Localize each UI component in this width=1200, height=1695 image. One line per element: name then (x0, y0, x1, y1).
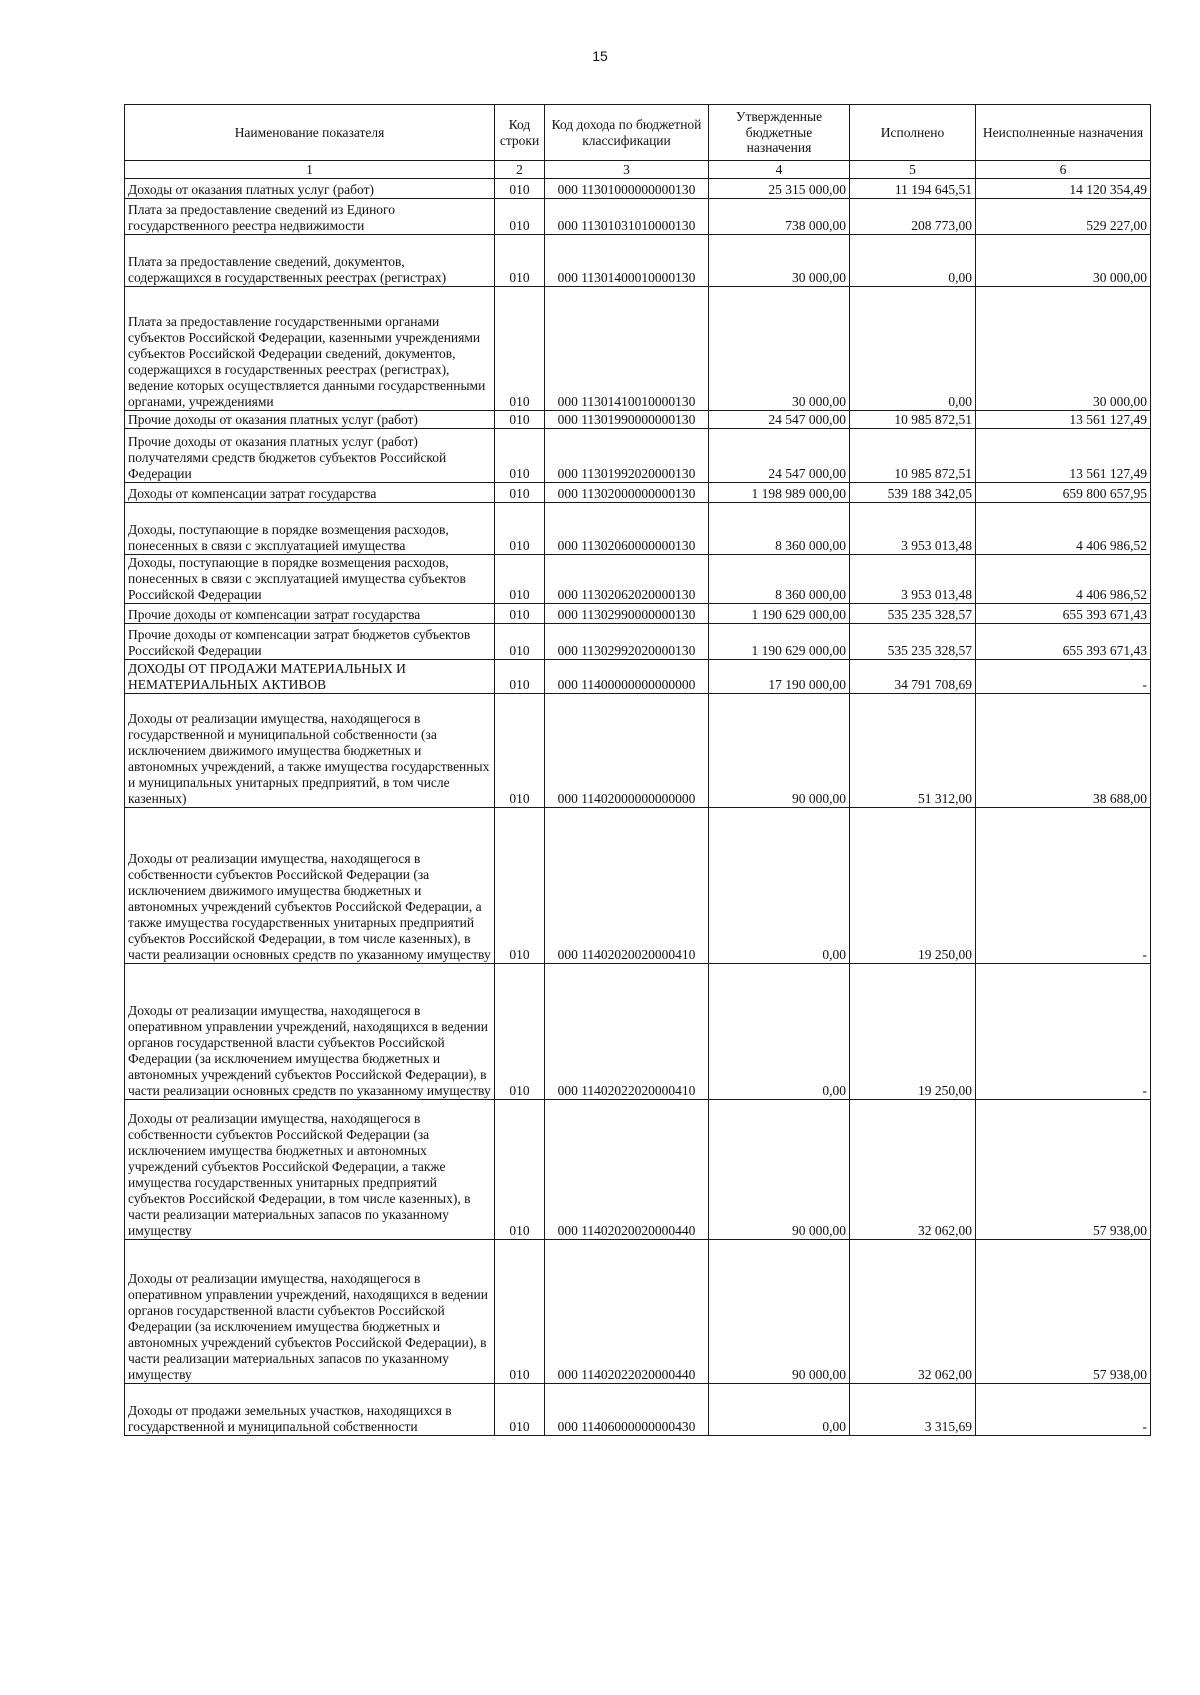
cell-name: Доходы от оказания платных услуг (работ) (125, 179, 495, 199)
cell-approved: 90 000,00 (709, 693, 850, 807)
cell-executed: 51 312,00 (850, 693, 976, 807)
cell-approved: 17 190 000,00 (709, 659, 850, 693)
cell-unexecuted: - (976, 659, 1151, 693)
cell-row-code: 010 (495, 807, 545, 963)
cell-unexecuted: 4 406 986,52 (976, 503, 1151, 555)
header-approved: Утвержденные бюджетные назначения (709, 105, 850, 161)
cell-unexecuted: 13 561 127,49 (976, 429, 1151, 483)
cell-executed: 10 985 872,51 (850, 411, 976, 429)
cell-name: Плата за предоставление сведений, документов, содержащихся в государственных реестрах (регистрах) (125, 235, 495, 287)
cell-name: ДОХОДЫ ОТ ПРОДАЖИ МАТЕРИАЛЬНЫХ И НЕМАТЕРИАЛЬНЫХ АКТИВОВ (125, 659, 495, 693)
cell-approved: 90 000,00 (709, 1239, 850, 1383)
table-row (125, 555, 1151, 604)
cell-name: Доходы от продажи земельных участков, находящихся в государственной и муниципальной собственности (125, 1383, 495, 1435)
cell-executed: 535 235 328,57 (850, 603, 976, 623)
cell-unexecuted: 13 561 127,49 (976, 411, 1151, 429)
column-number: 3 (545, 161, 709, 179)
cell-name: Доходы от реализации имущества, находящегося в оперативном управлении учреждений, находящихся в ведении органов государственной власти субъектов Российской Федерации (за исключением имущества бюджетных и автономных учреждений субъектов Российской Федерации), в части реализации материальных запасов по указанному имуществу (125, 1239, 495, 1383)
income-report-table (124, 104, 1151, 1436)
cell-executed: 3 953 013,48 (850, 503, 976, 555)
cell-approved: 8 360 000,00 (709, 555, 850, 604)
table-row (125, 179, 1151, 199)
cell-approved: 8 360 000,00 (709, 503, 850, 555)
cell-approved: 25 315 000,00 (709, 179, 850, 199)
cell-executed: 3 953 013,48 (850, 555, 976, 604)
table-row (125, 1383, 1151, 1435)
cell-name: Доходы от реализации имущества, находящегося в государственной и муниципальной собственности (за исключением движимого имущества бюджетных и автономных учреждений, а также имущества государственных и муниципальных унитарных предприятий, в том числе казенных) (125, 693, 495, 807)
cell-executed: 3 315,69 (850, 1383, 976, 1435)
cell-executed: 539 188 342,05 (850, 483, 976, 503)
cell-executed: 208 773,00 (850, 199, 976, 235)
cell-row-code: 010 (495, 603, 545, 623)
cell-income-code: 000 11301000000000130 (545, 179, 709, 199)
cell-income-code: 000 11402020020000410 (545, 807, 709, 963)
cell-approved: 1 198 989 000,00 (709, 483, 850, 503)
cell-unexecuted: 30 000,00 (976, 235, 1151, 287)
table-body (125, 179, 1151, 1436)
cell-income-code: 000 11302992020000130 (545, 623, 709, 659)
cell-row-code: 010 (495, 287, 545, 411)
cell-executed: 0,00 (850, 235, 976, 287)
table-row (125, 623, 1151, 659)
cell-executed: 19 250,00 (850, 807, 976, 963)
cell-approved: 1 190 629 000,00 (709, 603, 850, 623)
cell-income-code: 000 11302000000000130 (545, 483, 709, 503)
cell-unexecuted: 57 938,00 (976, 1099, 1151, 1239)
table-row (125, 483, 1151, 503)
cell-approved: 1 190 629 000,00 (709, 623, 850, 659)
cell-unexecuted: 57 938,00 (976, 1239, 1151, 1383)
cell-row-code: 010 (495, 199, 545, 235)
header-executed: Исполнено (850, 105, 976, 161)
cell-name: Плата за предоставление государственными органами субъектов Российской Федерации, казенными учреждениями субъектов Российской Федерации сведений, документов, содержащихся в государственных реестрах (регистрах), ведение которых осуществляется данными государственными органами, учреждениями (125, 287, 495, 411)
cell-income-code: 000 11301992020000130 (545, 429, 709, 483)
cell-approved: 0,00 (709, 1383, 850, 1435)
cell-executed: 535 235 328,57 (850, 623, 976, 659)
cell-name: Прочие доходы от компенсации затрат государства (125, 603, 495, 623)
cell-executed: 0,00 (850, 287, 976, 411)
cell-income-code: 000 11302990000000130 (545, 603, 709, 623)
cell-income-code: 000 11402000000000000 (545, 693, 709, 807)
cell-row-code: 010 (495, 429, 545, 483)
cell-executed: 19 250,00 (850, 963, 976, 1099)
cell-unexecuted: 659 800 657,95 (976, 483, 1151, 503)
cell-name: Прочие доходы от компенсации затрат бюджетов субъектов Российской Федерации (125, 623, 495, 659)
cell-unexecuted: 30 000,00 (976, 287, 1151, 411)
cell-row-code: 010 (495, 503, 545, 555)
column-number: 2 (495, 161, 545, 179)
column-number: 4 (709, 161, 850, 179)
column-number: 1 (125, 161, 495, 179)
table-row (125, 235, 1151, 287)
cell-unexecuted: 655 393 671,43 (976, 623, 1151, 659)
cell-name: Доходы от реализации имущества, находящегося в собственности субъектов Российской Федерации (за исключением имущества бюджетных и автономных учреждений субъектов Российской Федерации, а также имущества государственных унитарных предприятий субъектов Российской Федерации, в том числе казенных), в части реализации материальных запасов по указанному имуществу (125, 1099, 495, 1239)
cell-income-code: 000 11301400010000130 (545, 235, 709, 287)
cell-income-code: 000 11301410010000130 (545, 287, 709, 411)
cell-name: Доходы от реализации имущества, находящегося в собственности субъектов Российской Федерации (за исключением движимого имущества бюджетных и автономных учреждений субъектов Российской Федерации, а также имущества государственных унитарных предприятий субъектов Российской Федерации, в том числе казенных), в части реализации основных средств по указанному имуществу (125, 807, 495, 963)
cell-approved: 30 000,00 (709, 287, 850, 411)
cell-executed: 10 985 872,51 (850, 429, 976, 483)
cell-executed: 34 791 708,69 (850, 659, 976, 693)
cell-income-code: 000 11400000000000000 (545, 659, 709, 693)
cell-name: Доходы, поступающие в порядке возмещения расходов, понесенных в связи с эксплуатацией имущества (125, 503, 495, 555)
cell-row-code: 010 (495, 623, 545, 659)
cell-name: Доходы от реализации имущества, находящегося в оперативном управлении учреждений, находящихся в ведении органов государственной власти субъектов Российской Федерации (за исключением имущества бюджетных и автономных учреждений субъектов Российской Федерации), в части реализации основных средств по указанному имуществу (125, 963, 495, 1099)
table-row (125, 963, 1151, 1099)
cell-executed: 32 062,00 (850, 1099, 976, 1239)
cell-income-code: 000 11302062020000130 (545, 555, 709, 604)
cell-approved: 738 000,00 (709, 199, 850, 235)
table-row (125, 411, 1151, 429)
cell-unexecuted: 4 406 986,52 (976, 555, 1151, 604)
cell-name: Плата за предоставление сведений из Единого государственного реестра недвижимости (125, 199, 495, 235)
cell-row-code: 010 (495, 1099, 545, 1239)
header-row-code: Код строки (495, 105, 545, 161)
cell-name: Прочие доходы от оказания платных услуг (работ) (125, 411, 495, 429)
cell-approved: 90 000,00 (709, 1099, 850, 1239)
cell-row-code: 010 (495, 963, 545, 1099)
cell-approved: 24 547 000,00 (709, 429, 850, 483)
header-name: Наименование показателя (125, 105, 495, 161)
cell-unexecuted: 38 688,00 (976, 693, 1151, 807)
table-row (125, 603, 1151, 623)
cell-unexecuted: - (976, 1383, 1151, 1435)
cell-approved: 0,00 (709, 963, 850, 1099)
cell-row-code: 010 (495, 1383, 545, 1435)
cell-row-code: 010 (495, 235, 545, 287)
header-income-code: Код дохода по бюджетной классификации (545, 105, 709, 161)
table-row (125, 429, 1151, 483)
cell-row-code: 010 (495, 411, 545, 429)
cell-income-code: 000 11301990000000130 (545, 411, 709, 429)
cell-name: Доходы, поступающие в порядке возмещения расходов, понесенных в связи с эксплуатацией имущества субъектов Российской Федерации (125, 555, 495, 604)
table-header (125, 105, 1151, 179)
column-number-row (125, 161, 1151, 179)
table-row (125, 503, 1151, 555)
cell-name: Прочие доходы от оказания платных услуг (работ) получателями средств бюджетов субъектов Российской Федерации (125, 429, 495, 483)
header-unexecuted: Неисполненные назначения (976, 105, 1151, 161)
cell-income-code: 000 11402022020000440 (545, 1239, 709, 1383)
table-row (125, 1239, 1151, 1383)
table-row (125, 807, 1151, 963)
cell-row-code: 010 (495, 693, 545, 807)
cell-row-code: 010 (495, 555, 545, 604)
cell-income-code: 000 11302060000000130 (545, 503, 709, 555)
cell-income-code: 000 11402022020000410 (545, 963, 709, 1099)
cell-name: Доходы от компенсации затрат государства (125, 483, 495, 503)
table-row (125, 1099, 1151, 1239)
cell-unexecuted: - (976, 807, 1151, 963)
cell-approved: 0,00 (709, 807, 850, 963)
cell-income-code: 000 11402020020000440 (545, 1099, 709, 1239)
column-number: 5 (850, 161, 976, 179)
cell-approved: 24 547 000,00 (709, 411, 850, 429)
cell-unexecuted: - (976, 963, 1151, 1099)
cell-unexecuted: 655 393 671,43 (976, 603, 1151, 623)
cell-row-code: 010 (495, 1239, 545, 1383)
cell-unexecuted: 529 227,00 (976, 199, 1151, 235)
table-row (125, 199, 1151, 235)
cell-unexecuted: 14 120 354,49 (976, 179, 1151, 199)
page-number: 15 (592, 48, 608, 64)
cell-approved: 30 000,00 (709, 235, 850, 287)
column-number: 6 (976, 161, 1151, 179)
cell-executed: 32 062,00 (850, 1239, 976, 1383)
table-row (125, 659, 1151, 693)
cell-income-code: 000 11301031010000130 (545, 199, 709, 235)
table-row (125, 693, 1151, 807)
cell-row-code: 010 (495, 179, 545, 199)
cell-row-code: 010 (495, 659, 545, 693)
cell-executed: 11 194 645,51 (850, 179, 976, 199)
cell-income-code: 000 11406000000000430 (545, 1383, 709, 1435)
table-row (125, 287, 1151, 411)
cell-row-code: 010 (495, 483, 545, 503)
